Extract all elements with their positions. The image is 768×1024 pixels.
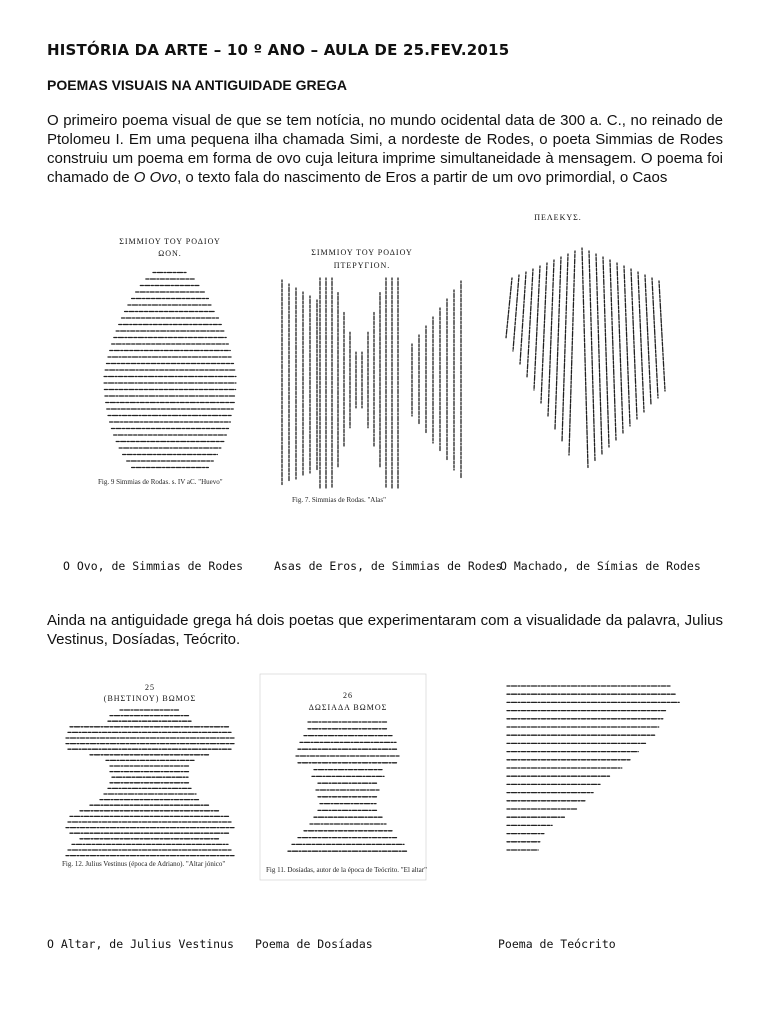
- poem-text-line: [603, 257, 609, 447]
- page-header-title: HISTÓRIA DA ARTE – 10 º ANO – AULA DE 25.FEV.2015: [47, 41, 510, 59]
- poem-text-line: [527, 269, 533, 377]
- egg-poem-image: [90, 232, 250, 492]
- poem-text-line: [638, 272, 644, 412]
- poem-text-line: [520, 272, 526, 364]
- dosiadas-poem-image: [258, 672, 428, 882]
- poem-text-line: [652, 278, 658, 398]
- poem-text-line: [513, 275, 519, 351]
- poem-text-line: [596, 254, 602, 454]
- poem-text-line: [562, 254, 568, 442]
- axe-caption: O Machado, de Símias de Rodes: [500, 559, 701, 573]
- poem-text-line: [506, 278, 512, 338]
- egg-caption: O Ovo, de Simmias de Rodes: [63, 559, 244, 573]
- poem-text-line: [631, 269, 637, 419]
- altar-poem-image: [52, 682, 242, 872]
- poem-text-line: [610, 260, 616, 440]
- altar-page-number: 25: [145, 683, 155, 692]
- altar-poem-title: (ΒΗΣΤΙΝΟΥ) ΒΩΜΟΣ: [103, 694, 197, 703]
- intro-paragraph: [47, 111, 723, 187]
- altar-text-lines: [66, 710, 234, 856]
- intro-text-1: O primeiro poema visual de que se tem notícia, no mundo ocidental data de 300 a. C., no reinado de Ptolomeu I. Em uma pequena ilha chamada Simi, a nordeste de Rodes, o poeta Simmias de Rodes construiu um poema em forma de ovo cuja leitura imprime simultaneidade à mensagem. O poema foi chamado de: [47, 112, 723, 186]
- poem-text-line: [582, 248, 588, 468]
- wings-text-lines: [282, 278, 462, 488]
- poem-text-line: [624, 266, 630, 426]
- wings-caption: Asas de Eros, de Simmias de Rodes: [274, 559, 503, 573]
- dosiadas-text-lines: [288, 722, 408, 851]
- teocrito-poem-image: [505, 678, 725, 863]
- teocrito-text-lines: [507, 686, 679, 850]
- axe-poem-title: ΠΕΛΕΚΥΣ.: [534, 213, 582, 222]
- wings-poem-image: [262, 240, 462, 510]
- wings-poem-title-1: ΣΙΜΜΙΟΥ ΤΟΥ ΡΟΔΙΟΥ: [311, 248, 413, 257]
- intro-text-2: , o texto fala do nascimento de Eros a partir de um ovo primordial, o Caos: [177, 169, 668, 186]
- poem-text-line: [589, 251, 595, 461]
- intro-poem-name: O Ovo: [133, 169, 178, 186]
- axe-poem-image: [498, 208, 678, 508]
- altar-fig-caption: Fig. 12. Julius Vestinus (época de Adriano). "Altar jónico": [62, 860, 226, 868]
- axe-text-lines: [506, 248, 665, 468]
- second-paragraph: Ainda na antiguidade grega há dois poetas que experimentaram com a visualidade da palavra, Julius Vestinus, Dosíadas, Teócrito.: [47, 612, 723, 648]
- poem-text-line: [617, 263, 623, 433]
- poem-text-line: [645, 275, 651, 405]
- section-title: POEMAS VISUAIS NA ANTIGUIDADE GREGA: [47, 77, 347, 93]
- wings-fig-caption: Fig. 7. Simmias de Rodas. "Alas": [292, 496, 386, 504]
- poem-text-line: [555, 257, 561, 429]
- egg-fig-caption: Fig. 9 Simmias de Rodas. s. IV aC. "Huevo": [98, 478, 223, 486]
- poem-text-line: [659, 281, 665, 391]
- poem-text-line: [569, 251, 575, 455]
- egg-poem-title-1: ΣΙΜΜΙΟΥ ΤΟΥ ΡΟΔΙΟΥ: [119, 237, 221, 246]
- poem-text-line: [541, 263, 547, 403]
- dosiadas-page-number: 26: [343, 691, 353, 700]
- teocrito-caption: Poema de Teócrito: [498, 937, 616, 951]
- poem-text-line: [548, 260, 554, 416]
- altar-caption: O Altar, de Julius Vestinus: [47, 937, 234, 951]
- egg-text-lines: [104, 273, 236, 468]
- dosiadas-poem-title: ΔΩΣΙΑΔΑ ΒΩΜΟΣ: [308, 703, 388, 712]
- dosiadas-fig-caption: Fig 11. Dosíadas, autor de la época de Teócrito. "El altar": [266, 866, 427, 874]
- dosiadas-caption: Poema de Dosíadas: [255, 937, 373, 951]
- egg-poem-title-2: ΩΟΝ.: [158, 249, 182, 258]
- poem-text-line: [534, 266, 540, 390]
- wings-poem-title-2: ΠΤΕΡΥΓΙΟΝ.: [333, 261, 391, 270]
